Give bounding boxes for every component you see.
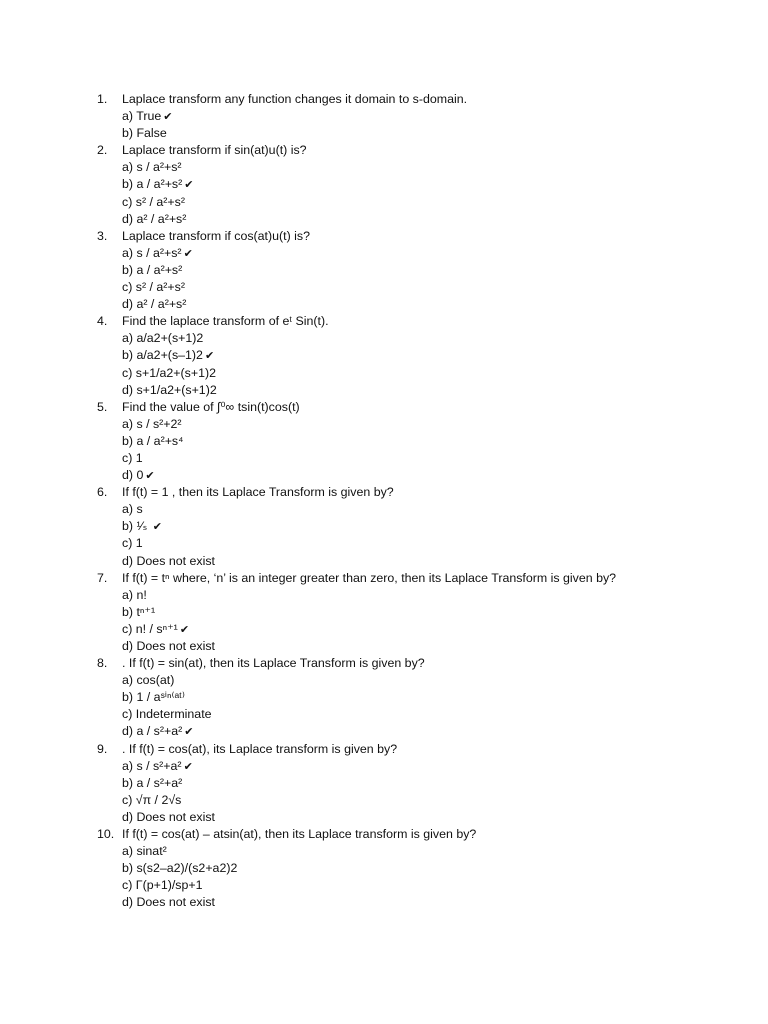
checkmark-icon: ✔ xyxy=(184,179,194,192)
answer-option-label: b) a / s²+a² xyxy=(122,775,183,790)
answer-option-wrap xyxy=(122,296,186,313)
answer-option xyxy=(0,553,768,570)
answer-option xyxy=(0,365,768,382)
question-number: 3. xyxy=(97,228,108,243)
answer-option-label: b) False xyxy=(122,126,167,141)
answer-option-wrap xyxy=(122,809,215,826)
answer-option-label: a) cos(at) xyxy=(122,673,175,688)
question-line xyxy=(0,484,768,501)
answer-option-label: d) a / s²+a² xyxy=(122,724,183,739)
answer-option-wrap xyxy=(122,553,215,570)
answer-option-label: b) a / a²+s² xyxy=(122,262,183,277)
answer-option-wrap xyxy=(122,245,193,263)
answer-option-label: a) s / s²+2² xyxy=(122,416,182,431)
question-line xyxy=(0,91,768,108)
answer-option-label: c) 1 xyxy=(122,536,143,551)
answer-option-label: d) a² / a²+s² xyxy=(122,297,187,312)
answer-option-label: c) s+1/a2+(s+1)2 xyxy=(122,365,217,380)
answer-option xyxy=(0,125,768,142)
question-number: 10. xyxy=(97,827,115,842)
question-text: Find the value of ∫⁰∞ tsin(t)cos(t) xyxy=(122,399,300,414)
question-text: Laplace transform any function changes it domain to s-domain. xyxy=(122,92,468,106)
answer-option-label: d) Does not exist xyxy=(122,895,215,910)
question-line xyxy=(0,142,768,159)
answer-option xyxy=(0,706,768,723)
question-item xyxy=(0,826,768,911)
answer-option-label: a) True xyxy=(122,109,162,124)
answer-option-label: b) a / a²+s² xyxy=(122,177,183,192)
answer-option xyxy=(0,382,768,399)
question-line xyxy=(0,826,768,843)
answer-option-wrap xyxy=(122,638,215,655)
question-number: 1. xyxy=(97,92,108,106)
question-item xyxy=(0,741,768,826)
answer-option xyxy=(0,587,768,604)
answer-option-wrap xyxy=(122,382,217,399)
answer-option xyxy=(0,689,768,706)
answer-option-wrap xyxy=(122,330,203,347)
question-text: If f(t) = cos(at) – atsin(at), then its Laplace transform is given by? xyxy=(122,827,477,842)
answer-option-label: b) 1 / aˢⁱⁿ⁽ᵃᵗ⁾ xyxy=(122,690,185,705)
checkmark-icon: ✔ xyxy=(152,521,162,534)
answer-option-wrap xyxy=(122,279,185,296)
answer-option-label: c) s² / a²+s² xyxy=(122,194,185,209)
answer-option xyxy=(0,860,768,877)
checkmark-icon: ✔ xyxy=(183,760,193,773)
answer-option xyxy=(0,843,768,860)
answer-option xyxy=(0,330,768,347)
answer-option-wrap xyxy=(122,860,237,877)
answer-option-label: b) a / a²+s⁴ xyxy=(122,433,184,448)
answer-option-wrap xyxy=(122,723,193,741)
answer-option xyxy=(0,108,768,125)
answer-option-label: d) 0 xyxy=(122,468,144,483)
answer-option xyxy=(0,672,768,689)
answer-option xyxy=(0,604,768,621)
answer-option-wrap xyxy=(122,587,147,604)
checkmark-icon: ✔ xyxy=(145,470,155,483)
answer-option-label: a) a/a2+(s+1)2 xyxy=(122,331,204,346)
answer-option xyxy=(0,245,768,262)
answer-option xyxy=(0,792,768,809)
question-item xyxy=(0,655,768,740)
question-text: If f(t) = tⁿ where, ‘n’ is an integer greater than zero, then its Laplace Transform is given by? xyxy=(122,570,617,585)
question-text: . If f(t) = sin(at), then its Laplace Transform is given by? xyxy=(122,656,425,671)
question-line xyxy=(0,313,768,330)
question-number: 8. xyxy=(97,656,108,671)
answer-option-wrap xyxy=(122,467,155,485)
answer-option-label: c) Γ(p+1)/sp+1 xyxy=(122,878,203,893)
answer-option-wrap xyxy=(122,262,182,279)
answer-option-wrap xyxy=(122,211,186,228)
question-number: 9. xyxy=(97,741,108,756)
answer-option-wrap xyxy=(122,672,174,689)
checkmark-icon: ✔ xyxy=(184,726,194,739)
checkmark-icon: ✔ xyxy=(179,623,190,636)
answer-option-label: c) s² / a²+s² xyxy=(122,280,185,295)
answer-option-wrap xyxy=(122,877,203,894)
answer-option xyxy=(0,518,768,535)
answer-option-label: c) Indeterminate xyxy=(122,707,212,722)
question-number: 2. xyxy=(97,143,108,158)
question-text: If f(t) = 1 , then its Laplace Transform is given by? xyxy=(122,485,394,500)
answer-option-wrap xyxy=(122,758,193,776)
answer-option xyxy=(0,723,768,740)
answer-option-wrap xyxy=(122,194,185,211)
answer-option-label: d) Does not exist xyxy=(122,809,215,824)
answer-option-label: c) 1 xyxy=(122,450,143,465)
answer-option-label: d) s+1/a2+(s+1)2 xyxy=(122,382,217,397)
answer-option-wrap xyxy=(122,347,214,365)
answer-option-label: a) s / a²+s² xyxy=(122,245,182,260)
question-text: Find the laplace transform of eᵗ Sin(t). xyxy=(122,314,329,329)
document-page xyxy=(0,91,768,912)
question-text: Laplace transform if cos(at)u(t) is? xyxy=(122,228,310,243)
question-number: 4. xyxy=(97,314,108,329)
answer-option-label: b) tⁿ⁺¹ xyxy=(122,604,156,619)
answer-option xyxy=(0,416,768,433)
answer-option-label: c) √π / 2√s xyxy=(122,792,182,807)
answer-option-label: a) n! xyxy=(122,587,147,602)
checkmark-icon: ✔ xyxy=(204,350,215,363)
answer-option-label: c) n! / sⁿ⁺¹ xyxy=(122,621,178,636)
question-item xyxy=(0,313,768,398)
question-text: . If f(t) = cos(at), its Laplace transform is given by? xyxy=(122,741,398,756)
answer-option-wrap xyxy=(122,159,182,176)
answer-option xyxy=(0,758,768,775)
answer-option-wrap xyxy=(122,501,143,518)
answer-option-wrap xyxy=(122,416,182,433)
answer-option-wrap xyxy=(122,125,167,142)
answer-option-wrap xyxy=(122,535,143,552)
answer-option-label: a) sinat² xyxy=(122,844,167,859)
answer-option xyxy=(0,450,768,467)
question-line xyxy=(0,570,768,587)
answer-option-wrap xyxy=(122,843,167,860)
question-line xyxy=(0,655,768,672)
question-line xyxy=(0,228,768,245)
question-item xyxy=(0,228,768,313)
answer-option-wrap xyxy=(122,108,172,126)
answer-option xyxy=(0,894,768,911)
answer-option xyxy=(0,535,768,552)
answer-option xyxy=(0,176,768,193)
answer-option xyxy=(0,501,768,518)
answer-option xyxy=(0,211,768,228)
answer-option xyxy=(0,467,768,484)
answer-option xyxy=(0,433,768,450)
answer-option-wrap xyxy=(122,792,181,809)
answer-option-label: d) a² / a²+s² xyxy=(122,211,187,226)
answer-option-wrap xyxy=(122,775,182,792)
answer-option-wrap xyxy=(122,689,185,706)
answer-option xyxy=(0,877,768,894)
question-number: 5. xyxy=(97,399,108,414)
answer-option xyxy=(0,775,768,792)
question-line xyxy=(0,741,768,758)
question-item xyxy=(0,399,768,484)
answer-option-wrap xyxy=(122,621,189,639)
answer-option xyxy=(0,621,768,638)
answer-option xyxy=(0,347,768,364)
answer-option-wrap xyxy=(122,433,183,450)
answer-option-label: b) ¹⁄ₛ xyxy=(122,519,151,534)
answer-option-label: d) Does not exist xyxy=(122,639,215,653)
checkmark-icon: ✔ xyxy=(163,111,173,124)
answer-option xyxy=(0,809,768,826)
answer-option xyxy=(0,638,768,655)
question-number: 6. xyxy=(97,485,108,500)
question-item xyxy=(0,484,768,569)
answer-option-label: a) s / a²+s² xyxy=(122,160,182,175)
question-text: Laplace transform if sin(at)u(t) is? xyxy=(122,143,307,158)
answer-option-wrap xyxy=(122,365,216,382)
answer-option xyxy=(0,296,768,313)
answer-option-wrap xyxy=(122,894,215,911)
answer-option xyxy=(0,159,768,176)
answer-option-wrap xyxy=(122,518,162,536)
answer-option-wrap xyxy=(122,450,143,467)
question-number: 7. xyxy=(97,570,108,585)
answer-option xyxy=(0,262,768,279)
checkmark-icon: ✔ xyxy=(183,247,193,260)
question-item xyxy=(0,91,768,142)
answer-option-wrap xyxy=(122,706,212,723)
answer-option xyxy=(0,194,768,211)
question-item xyxy=(0,142,768,227)
answer-option xyxy=(0,279,768,296)
question-item xyxy=(0,570,768,655)
answer-option-wrap xyxy=(122,176,193,194)
answer-option-label: a) s xyxy=(122,502,143,517)
answer-option-wrap xyxy=(122,604,155,621)
question-line xyxy=(0,399,768,416)
answer-option-label: b) s(s2–a2)/(s2+a2)2 xyxy=(122,861,238,876)
answer-option-label: b) a/a2+(s–1)2 xyxy=(122,348,203,363)
answer-option-label: a) s / s²+a² xyxy=(122,758,182,773)
answer-option-label: d) Does not exist xyxy=(122,553,215,568)
